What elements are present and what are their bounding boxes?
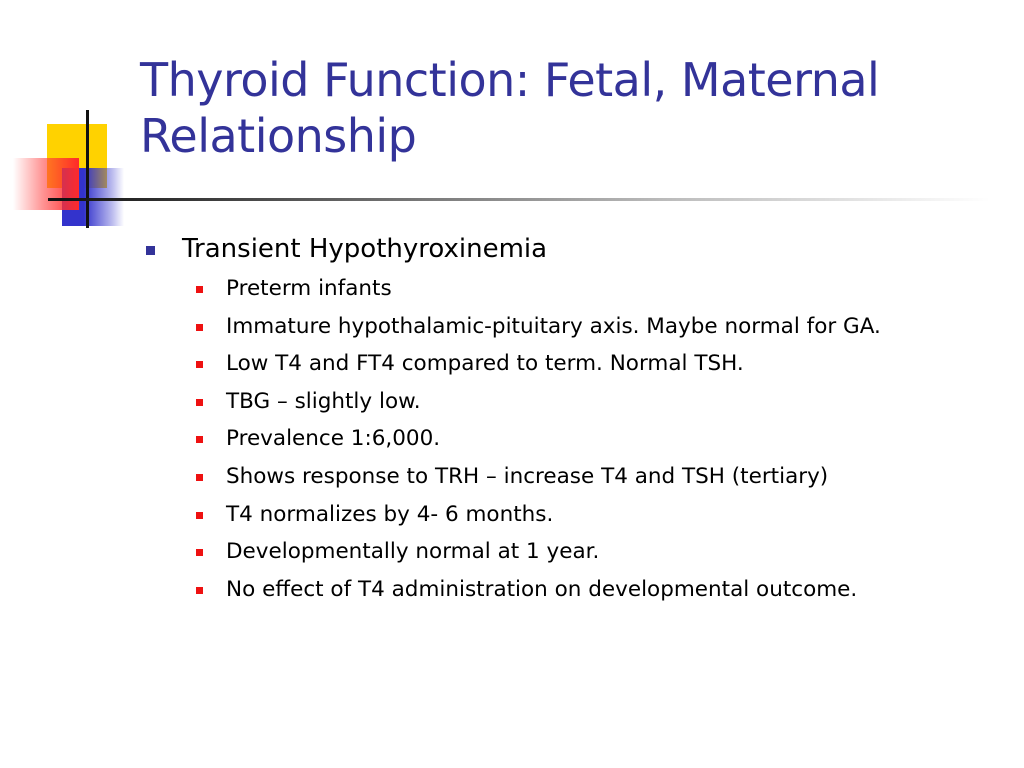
sub-bullet	[144, 270, 1004, 308]
sub-bullet-list	[144, 270, 1004, 608]
slide-body	[144, 230, 1004, 608]
square-bullet-icon	[196, 324, 203, 331]
sub-bullet-text: Developmentally normal at 1 year.	[226, 539, 600, 565]
sub-bullet-text: Shows response to TRH – increase T4 and TSH (tertiary)	[226, 463, 829, 489]
sub-bullet	[144, 571, 1004, 609]
square-bullet-icon	[196, 286, 203, 293]
sub-bullet-text: Preterm infants	[226, 276, 392, 301]
bullet-text: Transient Hypothyroxinemia	[182, 234, 548, 264]
square-bullet-icon	[196, 399, 203, 406]
sub-bullet-text: TBG – slightly low.	[226, 388, 421, 414]
square-bullet-icon	[196, 587, 203, 594]
bullet-level1	[144, 230, 1004, 268]
slide-title: Thyroid Function: Fetal, Maternal Relationship	[140, 53, 880, 163]
sub-bullet-text: T4 normalizes by 4- 6 months.	[226, 501, 554, 527]
sub-bullet	[144, 420, 1004, 458]
sub-bullet-text: Prevalence 1:6,000.	[226, 426, 441, 452]
sub-bullet	[144, 345, 1004, 383]
sub-bullet	[144, 308, 1004, 346]
square-bullet-icon	[196, 512, 203, 519]
sub-bullet-text: Low T4 and FT4 compared to term. Normal TSH.	[226, 351, 744, 377]
vertical-line	[86, 110, 89, 228]
sub-bullet	[144, 383, 1004, 421]
square-bullet-icon	[196, 361, 203, 368]
square-bullet-icon	[196, 549, 203, 556]
sub-bullet-text: No effect of T4 administration on developmental outcome.	[226, 576, 858, 602]
corner-decoration	[0, 0, 140, 240]
square-bullet-icon	[196, 436, 203, 443]
square-bullet-icon	[196, 474, 203, 481]
red-square	[13, 158, 79, 210]
sub-bullet	[144, 533, 1004, 571]
square-bullet-icon	[146, 246, 155, 255]
sub-bullet	[144, 496, 1004, 534]
title-underline	[60, 198, 990, 201]
sub-bullet-text: Immature hypothalamic-pituitary axis. Maybe normal for GA.	[226, 313, 881, 339]
sub-bullet	[144, 458, 1004, 496]
